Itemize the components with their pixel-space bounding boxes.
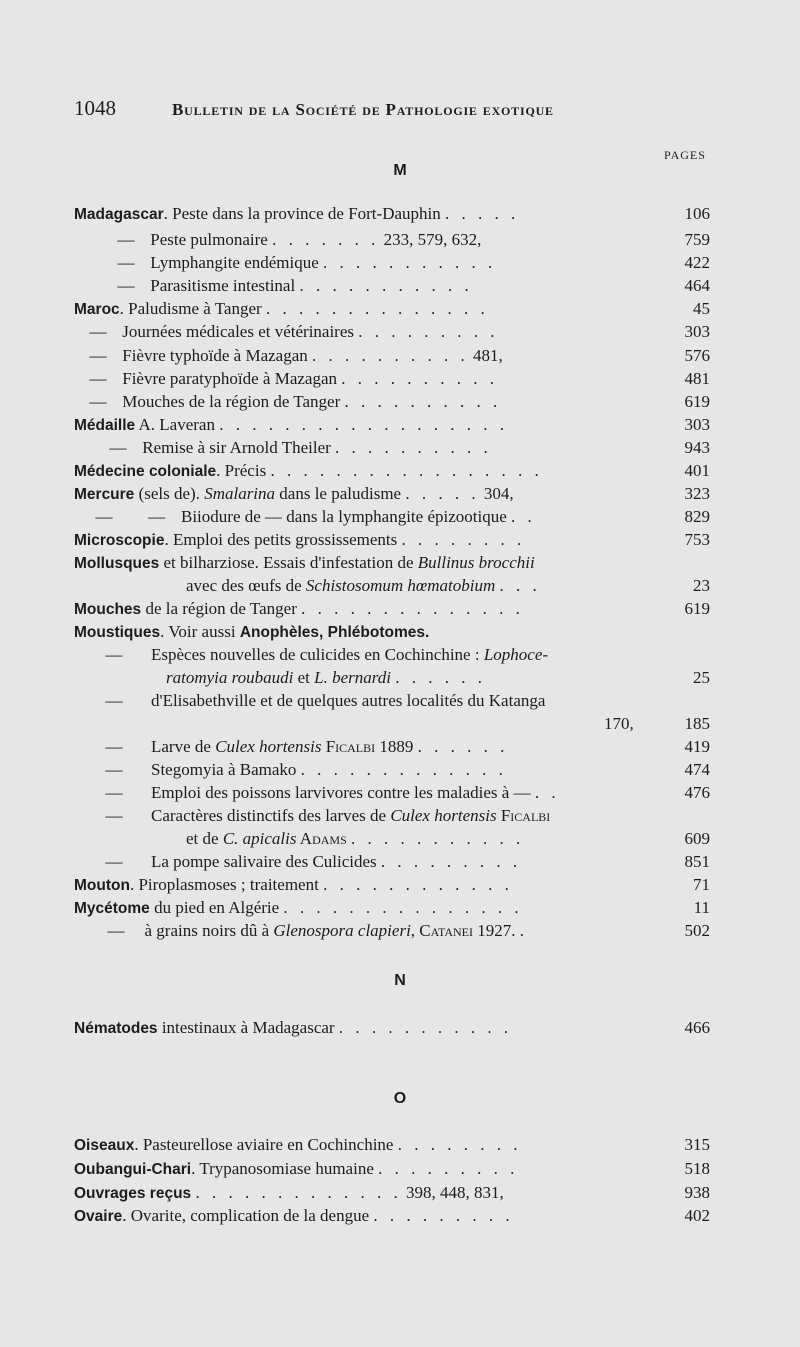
repeat-dash: —	[89, 322, 107, 341]
leader-dots: . . . . . . . . . . .	[351, 829, 525, 848]
entry-text: Espèces nouvelles de culicides en Cochinchine :	[151, 645, 484, 664]
entry-italic: Smalarina	[204, 484, 276, 503]
repeat-dash: —	[89, 346, 107, 365]
entry-page: 476	[684, 783, 710, 802]
entry-text: d'Elisabethville et de quelques autres localités du Katanga	[151, 691, 546, 710]
entry-headword: Mouches	[74, 601, 142, 618]
index-entry	[0, 689, 800, 713]
leader-dots: . . . . . . . . . . . . . .	[301, 599, 524, 618]
entry-page: 185	[684, 714, 710, 733]
leader-dots: . . . . . .	[417, 737, 509, 756]
entry-text: Piroplasmoses ; traitement	[138, 875, 319, 894]
repeat-dash: —	[105, 691, 123, 710]
leader-dots: . . . . . . . . . . . . . . .	[283, 898, 523, 917]
entry-refs: 233, 579, 632,	[383, 230, 482, 249]
entry-refs: 304,	[483, 484, 514, 503]
index-entry: Mercure (sels de). Smalarina dans le paludisme . . . . . 304, 323	[0, 482, 800, 506]
leader-dots: . . . . . . . . . .	[341, 369, 499, 388]
leader-dots: . . . . .	[445, 204, 520, 223]
entry-page: 303	[684, 322, 710, 341]
index-entry	[0, 1016, 800, 1040]
entry-headword: Maroc	[74, 301, 120, 318]
entry-headword: Mercure	[74, 486, 135, 503]
entry-page: 71	[693, 875, 710, 894]
leader-dots: . . . . . . . . .	[380, 852, 522, 871]
entry-page: 851	[684, 852, 710, 871]
entry-text: avec des œufs de	[186, 576, 306, 595]
entry-page: 474	[684, 760, 710, 779]
index-entry	[0, 758, 800, 782]
entry-page: 619	[684, 392, 710, 411]
repeat-dash: —	[109, 438, 127, 457]
index-entry	[0, 436, 800, 460]
entry-headword: Oiseaux	[74, 1137, 135, 1154]
index-entry	[0, 228, 800, 252]
entry-headword: Nématodes	[74, 1020, 158, 1037]
leader-dots: . . . . . . . . .	[358, 322, 499, 341]
entry-page: 11	[693, 898, 710, 917]
entry-text: Précis	[224, 461, 267, 480]
entry-italic: C. apicalis	[222, 829, 297, 848]
entry-text: Emploi des petits grossissements	[172, 530, 398, 549]
entry-refs: 170,	[604, 714, 634, 733]
entry-text: à grains noirs dû à	[144, 921, 274, 940]
index-entry	[0, 712, 800, 736]
entry-text: Peste dans la province de Fort-Dauphin	[172, 204, 441, 223]
index-entry	[0, 505, 800, 529]
leader-dots: . .	[511, 507, 536, 526]
entry-page: 518	[684, 1159, 710, 1178]
entry-text: Peste pulmonaire	[150, 230, 268, 249]
leader-dots: . . . . . . . . . . .	[323, 253, 497, 272]
repeat-dash: —	[107, 921, 125, 940]
leader-dots: . . . . . . . . . . . . .	[195, 1183, 402, 1202]
leader-dots: . . . . . . . . . . . . . . . . . .	[219, 415, 508, 434]
entry-headword: Mycétome	[74, 900, 150, 917]
index-entry: ratomyia roubaudi et L. bernardi . . . . . . 25	[0, 666, 800, 690]
index-entry	[0, 896, 800, 920]
index-entry: Médecine coloniale. Précis . . . . . . . . . . . . . . . . . 401	[0, 459, 800, 483]
entry-text: Parasitisme intestinal	[150, 276, 296, 295]
leader-dots: . . . . . . . . . . .	[338, 1018, 513, 1037]
section-heading-m: M	[393, 162, 407, 179]
entry-headword: Médecine coloniale	[74, 463, 217, 480]
leader-dots: . . . . . . . . . .	[335, 438, 492, 457]
entry-text: et de	[186, 829, 223, 848]
entry-text: Ovarite, complication de la dengue	[130, 1206, 370, 1225]
entry-text: Lymphangite endémique	[150, 253, 319, 272]
leader-dots: . . . . . .	[395, 668, 486, 687]
entry-page: 303	[684, 415, 710, 434]
entry-italic: Glenospora clapieri	[273, 921, 411, 940]
entry-headword: Mollusques	[74, 555, 160, 572]
leader-dots: . . . . . . . . . . . . .	[300, 760, 507, 779]
entry-text: La pompe salivaire des Culicides	[151, 852, 377, 871]
repeat-dash: —	[105, 760, 123, 779]
entry-page: 419	[684, 737, 710, 756]
index-entry	[0, 390, 800, 414]
repeat-dash: —	[105, 783, 123, 802]
entry-refs: 481,	[473, 346, 503, 365]
entry-headword: Médaille	[74, 417, 136, 434]
entry-page: 25	[693, 668, 710, 687]
entry-author: Catanei	[419, 921, 473, 940]
leader-dots: . . . . . . . . . . . . . .	[265, 299, 489, 318]
index-entry: Madagascar. Peste dans la province de Fort-Dauphin . . . . . 106	[0, 202, 800, 226]
entry-page: 45	[693, 299, 710, 318]
leader-dots: . . . . . . . . . . . . . . . . .	[270, 461, 543, 480]
leader-dots: . . . . . . . . . .	[312, 346, 469, 365]
entry-italic: ratomyia roubaudi	[166, 668, 294, 687]
entry-page: 576	[684, 346, 710, 365]
entry-page: 619	[684, 599, 710, 618]
leader-dots: .	[519, 921, 528, 940]
index-entry	[0, 781, 800, 805]
entry-page: 23	[693, 576, 710, 595]
entry-text: Remise à sir Arnold Theiler	[142, 438, 331, 457]
entry-page: 609	[684, 829, 710, 848]
index-entry	[0, 574, 800, 598]
entry-text: Fièvre typhoïde à Mazagan	[122, 346, 308, 365]
entry-page: 829	[684, 507, 710, 526]
index-entry	[0, 804, 800, 828]
index-entry	[0, 274, 800, 298]
entry-italic: Culex hortensis	[390, 806, 497, 825]
entry-page: 753	[684, 530, 710, 549]
leader-dots: . . . . . . . . . . . .	[323, 875, 513, 894]
entry-page: 938	[684, 1183, 710, 1202]
leader-dots: . . . . . . .	[272, 230, 380, 249]
index-entry	[0, 597, 800, 621]
entry-page: 502	[684, 921, 710, 940]
entry-text: (sels de).	[134, 484, 205, 503]
index-entry	[0, 827, 800, 851]
entry-text: Paludisme à Tanger	[128, 299, 262, 318]
leader-dots: . . . . . . . . . . .	[299, 276, 473, 295]
leader-dots: . . . . . . . . .	[378, 1159, 519, 1178]
entry-headword: Oubangui-Chari	[74, 1161, 192, 1178]
entry-page: 481	[684, 369, 710, 388]
entry-text: Larve de	[151, 737, 216, 756]
repeat-dash: —	[117, 230, 135, 249]
entry-headword: Anophèles, Phlébotomes.	[239, 624, 430, 641]
index-entry	[0, 413, 800, 437]
leader-dots: . . . . .	[405, 484, 480, 503]
section-heading-o: O	[393, 1090, 407, 1107]
entry-italic: Lophoce-	[483, 645, 549, 664]
entry-headword: Mouton	[74, 877, 130, 894]
index-entry	[0, 344, 800, 368]
entry-text: Biiodure de — dans la lymphangite épizootique	[181, 507, 507, 526]
entry-page: 759	[684, 230, 710, 249]
repeat-dash: —	[105, 852, 123, 871]
entry-author: Ficalbi	[321, 737, 376, 756]
entry-page: 106	[684, 204, 710, 223]
entry-italic: Culex hortensis	[215, 737, 322, 756]
entry-page: 315	[684, 1135, 710, 1154]
repeat-dash: —	[105, 806, 123, 825]
index-entry: Mouton. Piroplasmoses ; traitement . . . . . . . . . . . . 71	[0, 873, 800, 897]
leader-dots: . . . . . . . .	[401, 530, 526, 549]
entry-text: du pied en Algérie	[149, 898, 280, 917]
repeat-dash: —	[117, 276, 135, 295]
entry-page: 402	[684, 1206, 710, 1225]
entry-text: de la région de Tanger	[141, 599, 297, 618]
index-entry: — Larve de Culex hortensis Ficalbi 1889 . . . . . . 419	[0, 735, 800, 759]
entry-text: Emploi des poissons larvivores contre les maladies à —	[151, 783, 531, 802]
entry-headword: Madagascar	[74, 206, 164, 223]
leader-dots: . . .	[499, 576, 541, 595]
leader-dots: . . . . . . . . . .	[344, 392, 502, 411]
index-entry	[0, 251, 800, 275]
repeat-dash: —	[148, 507, 166, 526]
index-entry: Microscopie. Emploi des petits grossissements . . . . . . . . 753	[0, 528, 800, 552]
entry-text: Pasteurellose aviaire en Cochinchine	[142, 1135, 394, 1154]
entry-text: Caractères distinctifs des larves de	[151, 806, 391, 825]
repeat-dash: —	[105, 737, 123, 756]
entry-italic: Bullinus brocchii	[417, 553, 535, 572]
entry-italic: Schistosomum hœmatobium	[305, 576, 496, 595]
repeat-dash: —	[117, 253, 135, 272]
index-entry: — à grains noirs dû à Glenospora clapieri, Catanei 1927. . 502	[0, 919, 800, 943]
pages-column-label: PAGES	[664, 148, 706, 162]
entry-text: et bilharziose. Essais d'infestation de	[159, 553, 418, 572]
entry-page: 464	[684, 276, 710, 295]
index-entry: Ovaire. Ovarite, complication de la dengue . . . . . . . . . 402	[0, 1204, 800, 1228]
entry-page: 943	[684, 438, 710, 457]
journal-title: Bulletin de la Société de Pathologie exotique	[172, 100, 554, 119]
entry-text: Journées médicales et vétérinaires	[122, 322, 355, 341]
leader-dots: . .	[534, 783, 560, 802]
repeat-dash: —	[89, 392, 107, 411]
entry-italic: L. bernardi	[314, 668, 391, 687]
index-entry	[0, 850, 800, 874]
index-entry	[0, 320, 800, 344]
index-entry	[0, 1181, 800, 1205]
entry-text: Trypanosomiase humaine	[199, 1159, 374, 1178]
index-entry: Oiseaux. Pasteurellose aviaire en Cochinchine . . . . . . . . 315	[0, 1133, 800, 1157]
entry-refs: 398, 448, 831,	[405, 1183, 504, 1202]
entry-text: A. Laveran	[135, 415, 215, 434]
index-entry: Oubangui-Chari. Trypanosomiase humaine . . . . . . . . . 518	[0, 1157, 800, 1181]
entry-author: Adams	[296, 829, 347, 848]
section-heading-n: N	[394, 972, 406, 989]
index-entry: Moustiques. Voir aussi Anophèles, Phlébotomes.	[74, 622, 430, 641]
running-head	[0, 96, 800, 126]
entry-headword: Ouvrages reçus	[74, 1185, 192, 1202]
leader-dots: . . . . . . . . .	[373, 1206, 514, 1225]
entry-headword: Microscopie	[74, 532, 165, 549]
page-number: 1048	[74, 96, 116, 120]
repeat-dash: —	[105, 645, 123, 664]
entry-text: Fièvre paratyphoïde à Mazagan	[122, 369, 338, 388]
entry-text: Mouches de la région de Tanger	[122, 392, 341, 411]
entry-text: intestinaux à Madagascar	[157, 1018, 335, 1037]
index-entry	[0, 551, 800, 575]
entry-page: 401	[684, 461, 710, 480]
repeat-dash: —	[95, 507, 113, 526]
entry-text: Stegomyia à Bamako	[151, 760, 297, 779]
leader-dots: . . . . . . . .	[397, 1135, 522, 1154]
entry-headword: Moustiques	[74, 624, 161, 641]
index-entry	[0, 643, 800, 667]
index-entry	[0, 367, 800, 391]
entry-author: Ficalbi	[496, 806, 551, 825]
entry-page: 422	[684, 253, 710, 272]
repeat-dash: —	[89, 369, 107, 388]
entry-headword: Ovaire	[74, 1208, 123, 1225]
entry-text: Voir aussi	[168, 622, 240, 641]
entry-page: 466	[684, 1018, 710, 1037]
entry-page: 323	[684, 484, 710, 503]
index-entry: Maroc. Paludisme à Tanger . . . . . . . . . . . . . . 45	[0, 297, 800, 321]
